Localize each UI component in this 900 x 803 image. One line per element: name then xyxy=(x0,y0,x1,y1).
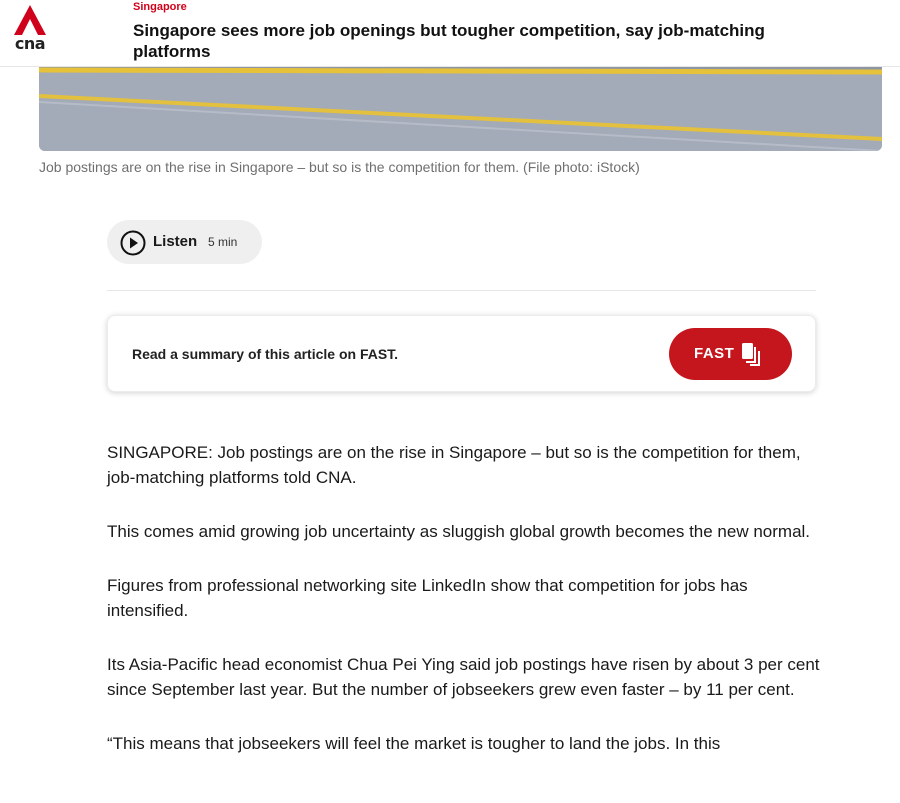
play-icon xyxy=(120,230,146,256)
cna-logo-mark-icon xyxy=(11,4,49,36)
fast-button[interactable] xyxy=(669,328,792,380)
logo-text: cna xyxy=(14,34,46,53)
image-caption: Job postings are on the rise in Singapore – but so is the competition for them. (File photo: iStock) xyxy=(39,159,640,175)
site-header xyxy=(0,0,900,67)
fast-summary-prompt: Read a summary of this article on FAST. xyxy=(132,346,399,362)
fast-button-label: FAST xyxy=(694,345,735,362)
article-paragraph: This comes amid growing job uncertainty as sluggish global growth becomes the new normal. xyxy=(107,522,811,541)
listen-button[interactable] xyxy=(107,220,262,264)
article-headline: Singapore sees more job openings but tougher competition, say job-matching platforms xyxy=(133,21,765,61)
fast-summary-card xyxy=(107,315,816,392)
article-paragraph: Figures from professional networking site LinkedIn show that competition for jobs has intensified. xyxy=(107,576,748,620)
hero-image xyxy=(39,67,882,151)
article-body xyxy=(107,440,822,785)
listen-duration: 5 min xyxy=(208,235,238,249)
divider xyxy=(107,290,816,291)
article-paragraph: “This means that jobseekers will feel the market is tougher to land the jobs. In this xyxy=(107,734,721,753)
article-paragraph: Its Asia-Pacific head economist Chua Pei Ying said job postings have risen by about 3 per cent since September last year. But the number of jobseekers grew even faster – by 11 per cent. xyxy=(107,655,820,699)
cna-logo[interactable] xyxy=(11,4,49,54)
cards-stack-icon xyxy=(741,342,763,366)
listen-label: Listen xyxy=(153,233,198,250)
section-link[interactable]: Singapore xyxy=(133,1,187,13)
article-paragraph: SINGAPORE: Job postings are on the rise in Singapore – but so is the competition for them, job-matching platforms told CNA. xyxy=(107,443,801,487)
